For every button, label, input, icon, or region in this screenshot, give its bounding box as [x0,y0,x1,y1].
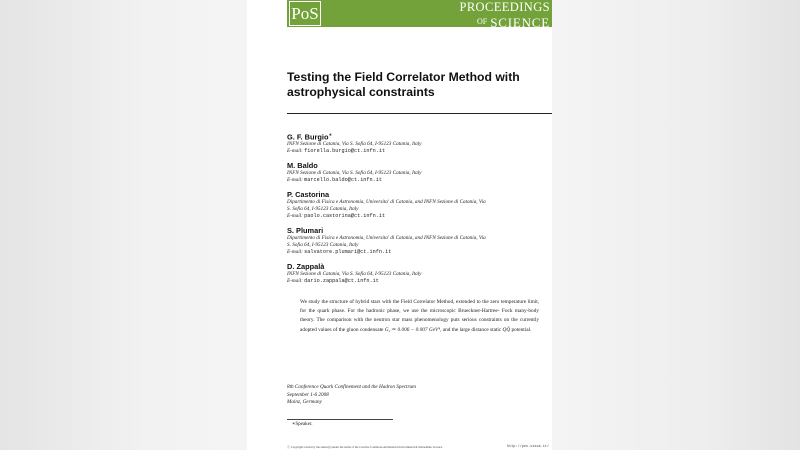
author-name: P. Castorina [287,190,330,200]
email-label: E-mail: [287,148,303,155]
author-affiliation: Dipartimento di Fisica e Astronomia, Universita' di Catania, and INFN Sezione di Catania, Via [287,199,486,206]
abstract-text-2: , and the large distance static [440,326,503,333]
conference-location: Mainz, Germany [287,399,322,405]
pos-logo [289,1,321,26]
conference-info [287,384,527,407]
author-name: D. Zappalà [287,262,325,272]
title-divider [287,113,552,114]
abstract-math-potential: QQ̄ [502,326,511,333]
paper-title-line-1: Testing the Field Correlator Method with [287,70,520,84]
paper-page [247,0,552,450]
abstract-text-1: We study the structure of hybrid stars with the Field Correlator Method, extended to the zero temperature limit, for the quark phase. For the hadronic phase, we use the microscopic Brueckner-Hartree- Fock many-body theory. The comparison with the neutron star mass phenomenology puts serious constraints on the currently adopted values of the gluon condensate [300,299,539,333]
of-label: OF [476,16,488,26]
paper-title-line-2: astrophysical constraints [287,85,435,99]
right-margin-background [552,0,800,450]
speaker-footnote: ∗Speaker. [292,422,313,427]
email-label: E-mail: [287,177,303,184]
author-affiliation: Dipartimento di Fisica e Astronomia, Universita' di Catania, and INFN Sezione di Catania, Via [287,235,486,242]
abstract [300,298,539,335]
science-label: SCIENCE [490,14,550,30]
author-name: G. F. Burgio [287,132,329,142]
author-affiliation: INFN Sezione di Catania, Via S. Sofia 64, I-95123 Catania, Italy [287,141,422,148]
pos-logo-text: PoS [291,4,319,23]
author-block [287,161,552,184]
paper-title [287,70,547,100]
pos-banner [287,0,552,30]
left-margin-background [0,0,247,450]
email-label: E-mail: [287,249,303,256]
email-label: E-mail: [287,278,303,285]
copyright-notice: ⓒ Copyright owned by the author(s) under the terms of the Creative Commons Attribution-NonCommercial-ShareAlike Licence. [287,445,443,449]
author-email[interactable]: paolo.castorina@ct.infn.it [304,213,386,220]
author-block [287,262,552,285]
author-email[interactable]: fiorella.burgio@ct.infn.it [304,148,386,155]
conference-dates: September 1-6 2008 [287,391,329,398]
speaker-mark: ∗ [328,132,333,137]
author-email[interactable]: dario.zappala@ct.infn.it [304,278,379,285]
proceedings-of-science-title [459,0,550,31]
author-affiliation: INFN Sezione di Catania, Via S. Sofia 64, I-95123 Catania, Italy [287,170,422,177]
email-label: E-mail: [287,213,303,220]
author-block [287,130,552,155]
author-name: M. Baldo [287,161,318,171]
author-affiliation-cont: S. Sofia 64, I-95123 Catania, Italy [287,206,359,213]
footnote-divider [287,419,393,420]
proceedings-label: PROCEEDINGS [459,0,550,14]
conference-name: 8th Conference Quark Confinement and the Hadron Spectrum [287,384,416,390]
author-email[interactable]: salvatore.plumari@ct.infn.it [304,249,392,256]
author-email[interactable]: marcello.baldo@ct.infn.it [304,177,382,184]
author-block [287,190,552,220]
author-block [287,226,552,256]
pos-url[interactable]: http://pos.sissa.it/ [507,445,550,449]
author-list [287,130,552,291]
author-affiliation-cont: S. Sofia 64, I-95123 Catania, Italy [287,242,359,249]
abstract-text-3: potential. [510,326,532,333]
author-affiliation: INFN Sezione di Catania, Via S. Sofia 64, I-95123 Catania, Italy [287,271,422,278]
author-name: S. Plumari [287,226,324,236]
abstract-math-condensate: G₂ ≃ 0.006 − 0.007 GeV⁴ [384,326,441,333]
